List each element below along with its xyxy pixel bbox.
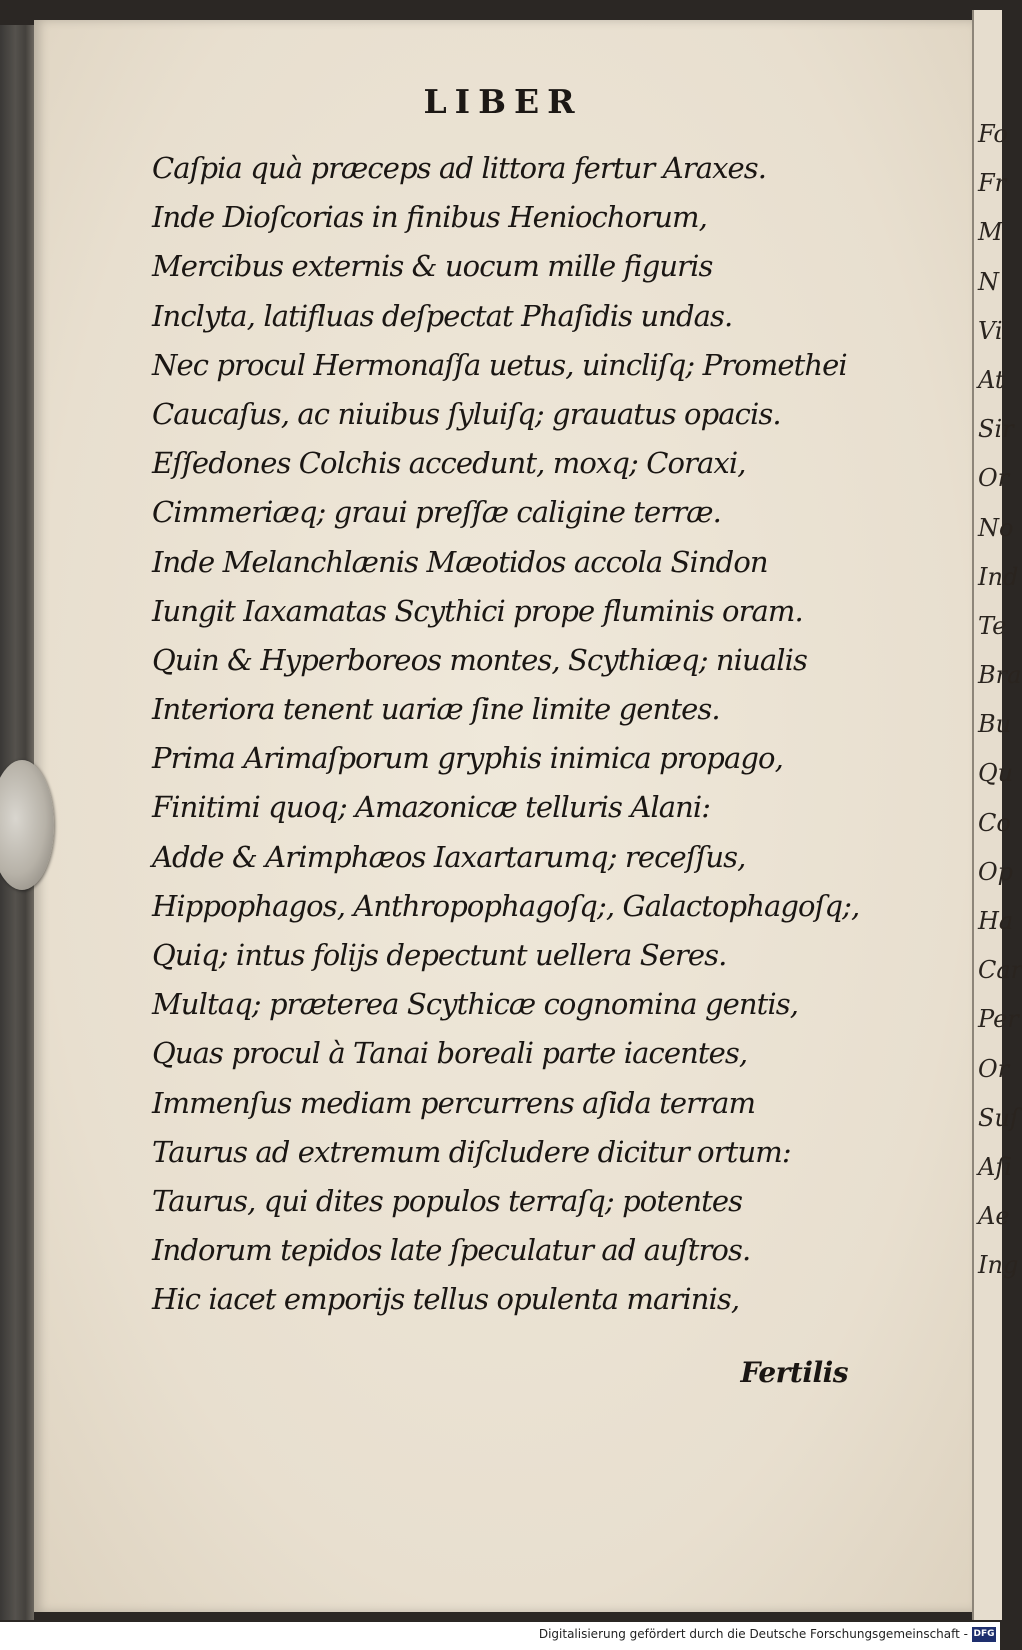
verse-line: Interiora tenent uariæ ſine limite gentes. [152,692,720,727]
facing-line-fragment: Fo [978,120,1008,148]
facing-line-fragment: Qu [978,759,1014,788]
verse-line: Adde & Arimphæos Iaxartarumq; receſſus, [152,839,746,874]
verse-line: Caucaſus, ac niuibus ſyluiſq; grauatus opacis. [152,396,781,431]
facing-page-edge [972,10,1022,1620]
verse-line: Quas procul à Tanai boreali parte iacentes, [152,1036,748,1071]
facing-line-fragment: Ae [978,1202,1010,1231]
footer-bar [0,1622,1000,1650]
verse-line: Taurus ad extremum diſcludere dicitur ortum: [152,1134,791,1169]
catchword: Fertilis [740,1356,848,1389]
verse-line: Quiq; intus folijs depectunt uellera Seres. [152,938,727,972]
book-page [34,20,972,1612]
facing-line-fragment: At [978,365,1005,394]
facing-line-fragment: Or [978,464,1010,493]
verse-line: Inde Melanchlænis Mæotidos accola Sindon [152,544,768,579]
verse-line: Immenſus mediam percurrens aſida terram [152,1085,756,1120]
verse-line: Nec procul Hermonaſſa uetus, uincliſq; Promethei [152,347,847,382]
facing-line-fragment: Vi [978,316,1003,345]
facing-line-fragment: M [978,218,1003,247]
verse-line: Hic iacet emporijs tellus opulenta marinis, [152,1282,740,1317]
verse-line: Indorum tepidos late ſpeculatur ad auſtros. [152,1233,751,1268]
verse-line: Caſpia quà præceps ad littora fertur Araxes. [152,151,767,185]
verse-list [152,144,912,1325]
facing-line-fragment: Ha [978,907,1014,935]
verse-line: Mercibus externis & uocum mille figuris [152,249,713,284]
facing-line-fragment: Te [978,611,1007,640]
facing-line-fragment: Co [978,808,1011,837]
verse-line: Multaq; præterea Scythicæ cognomina gentis, [152,987,799,1022]
facing-line-fragment: Op [978,857,1014,886]
verse-line: Prima Arimaſporum gryphis inimica propago, [152,741,783,776]
verse-line: Quin & Hyperboreos montes, Scythiæq; niualis [152,642,807,677]
facing-page-letters [974,110,1022,1291]
facing-line-fragment: No [978,513,1014,542]
verse-line: Cimmeriæq; graui preſſæ caligine terræ. [152,495,721,530]
facing-line-fragment: Fr [978,169,1007,198]
facing-line-fragment: Bra [978,661,1022,690]
facing-line-fragment: Ind [978,562,1019,591]
facing-line-fragment: Sir [978,415,1014,444]
facing-line-fragment: Car [978,956,1022,985]
facing-line-fragment: Ing [978,1251,1019,1280]
verse-line: Iungit Iaxamatas Scythici prope fluminis oram. [152,593,803,628]
verse-line: Taurus, qui dites populos terraſq; potentes [152,1183,743,1218]
verse-line: Inde Dioſcorias in finibus Heniochorum, [152,200,707,235]
dfg-logo: DFG [972,1627,996,1642]
verse-line: Eſſedones Colchis accedunt, moxq; Coraxi, [152,446,746,481]
facing-line-fragment: Or [978,1054,1010,1083]
verse-line: Inclyta, latifluas deſpectat Phaſidis undas. [152,298,733,333]
running-head: LIBER [423,82,583,121]
verse-line: Finitimi quoq; Amazonicæ telluris Alani: [152,790,711,825]
facing-line-fragment: Suſ [978,1103,1019,1132]
facing-line-fragment: N [978,267,999,296]
verse-line: Hippophagos, Anthropophagoſq;, Galactophagoſq;, [152,888,860,923]
facing-line-fragment: Bu [978,710,1012,739]
funding-credit: Digitalisierung gefördert durch die Deutsche Forschungsgemeinschaft - [538,1627,968,1641]
facing-line-fragment: Aſi [978,1152,1012,1181]
facing-line-fragment: Per [978,1005,1019,1034]
